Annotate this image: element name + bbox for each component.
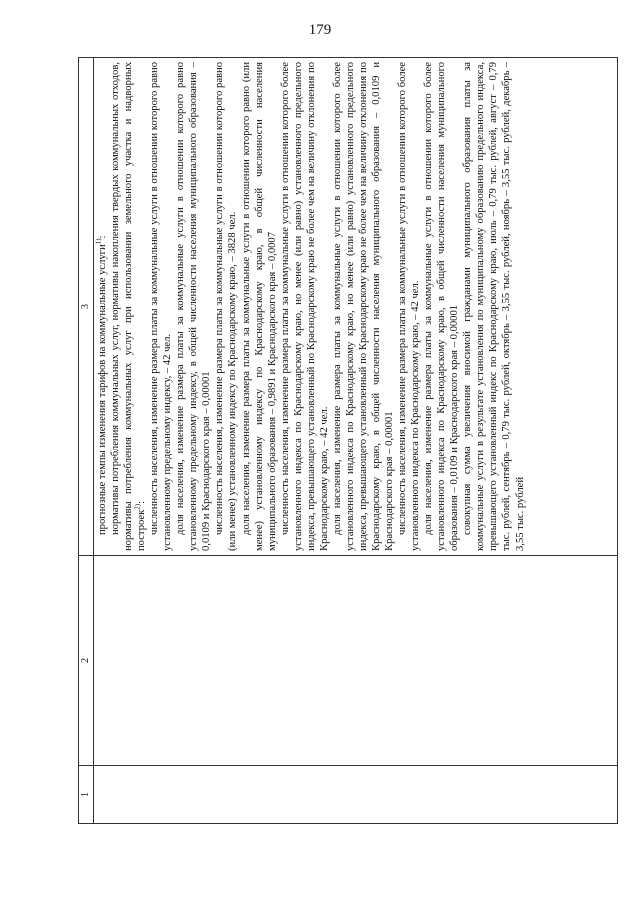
cell-column-3: [94, 58, 618, 556]
column-header-2: 2: [79, 556, 94, 766]
table-header-row: [79, 58, 94, 824]
paragraph-total-payment-increase: совокупная сумма увеличения вносимой гражданами муниципального образования платы за коммунальные услуги в результате установления по муниципальному образованию предельного индекса, превышающего установленный индекс по Краснодарскому краю, июль – 0,79 тыс. рублей, август – 0,79 тыс. рублей, сентябрь – 0,79 тыс. рублей, октябрь – 3,55 тыс. рублей, ноябрь – 3,55 тыс. рублей, декабрь – 3,55 тыс. рублей: [462, 62, 526, 551]
page-number: 179: [308, 22, 332, 38]
paragraph-population-above-regional: численность населения, изменение размера платы за коммунальные услуги в отношении которого более установленного индекса по Краснодарскому краю, – 42 чел.: [397, 62, 422, 551]
paragraph-tail: :: [136, 500, 148, 504]
paragraph-share-above-regional: доля населения, изменение размера платы за коммунальные услуги в отношении которого более установленного индекса по Краснодарскому краю, в общей численности населения муниципального образования – 0,0109 и Краснодарского края – 0,00001: [423, 62, 461, 551]
cell-column-1: [94, 766, 618, 824]
paragraph-text: прогнозные темпы изменения тарифов на коммунальные услуги: [97, 244, 108, 535]
paragraph-tail: :: [97, 235, 108, 239]
paragraph-population-equal-limit: численность населения, изменение размера платы за коммунальные услуги в отношении которого равно установленному предельному индексу, – 42 чел.: [149, 62, 174, 551]
paragraph-tariff-rates: [96, 62, 109, 551]
footnote-mark: 2): [133, 503, 142, 510]
footnote-mark: 1): [94, 238, 103, 245]
table-row: [94, 58, 618, 824]
column-header-1: 1: [79, 766, 94, 824]
column-header-3: 3: [79, 58, 94, 556]
paragraph-share-equal-limit: доля населения, изменение размера платы за коммунальные услуги в отношении которого равно установленному предельному индексу, в общей численности населения муниципального образования – 0,0109 и Краснодарского края – 0,00001: [175, 62, 213, 551]
paragraph-population-within-deviation: численность населения, изменение размера платы за коммунальные услуги в отношении которого более установленного индекса по Краснодарскому краю, но менее (или равно) установленного предельного индекса, превышающего установленный по Краснодарскому краю не более чем на величину отклонения по Краснодарскому краю, – 42 чел.: [279, 62, 330, 551]
paragraph-text: нормативы потребления коммунальных услуг, нормативы накопления твердых коммунальных отходов, нормативы потребления коммунальных услуг при использовании земельного участка и надворных построек: [110, 62, 148, 551]
paragraph-population-equal-or-less-regional: численность населения, изменение размера платы за коммунальные услуги в отношении которого равно (или менее) установленному индексу по Краснодарскому краю, – 3828 чел.: [214, 62, 239, 551]
paragraph-share-within-deviation: доля населения, изменение размера платы за коммунальные услуги в отношении которого более установленного индекса по Краснодарскому краю, но менее (или равно) установленного предельного индекса, превышающего установленный по Краснодарскому краю не более чем на величину отклонения по Краснодарскому краю, в общей численности населения муниципального образования – 0,0109 и Краснодарского края – 0,00001: [331, 62, 396, 551]
rotated-table-container: [78, 58, 618, 824]
data-table: [78, 57, 618, 824]
paragraph-consumption-norms: [109, 62, 148, 551]
cell-column-2: [94, 556, 618, 766]
paragraph-share-equal-or-less-regional: доля населения, изменение размера платы за коммунальные услуги в отношении которого равно (или менее) установленному индексу по Краснодарскому краю, в общей численности населения муниципального образования – 0,9891 и Краснодарского края – 0,0007: [240, 62, 278, 551]
